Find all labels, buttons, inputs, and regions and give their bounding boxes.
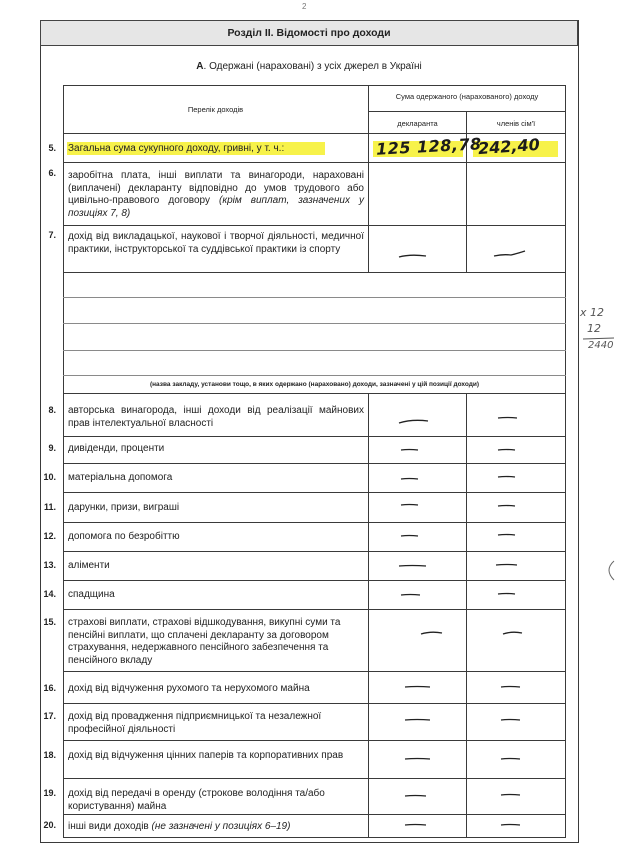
row-14-text: спадщина [68,589,115,600]
row-num-6: 6. [48,168,56,178]
row-line-8 [63,436,566,437]
row-line-17 [63,740,566,741]
row-num-11: 11. [43,502,56,512]
row-17-text: дохід від провадження підприємницької та незалежної професійної діяльності [68,711,322,735]
dash-r11-declarant [400,502,420,508]
dash-r18-family [500,756,522,762]
row-line-blank-1 [63,297,566,298]
row-19-text: дохід від передачі в оренду (строкове володіння та/або користування) майна [68,788,325,812]
row-20-note: (не зазначені у позиціях 6–19) [151,821,291,832]
row-line-header [63,133,566,134]
row-8-text: авторська винагорода, інші доходи від реалізації майнових прав інтелектуальної власності [68,405,364,429]
margin-note-b: 12 [587,322,601,335]
row-line-caption [63,393,566,394]
row-18-text: дохід від відчуження цінних паперів та корпоративних прав [68,750,344,761]
row-line-5 [63,162,566,163]
row-line-9 [63,463,566,464]
outer-frame-bottom [40,842,579,843]
row-6-note: (крім виплат, зазначених у позиціях 7, 8) [68,195,364,219]
row-line-6 [63,225,566,226]
dash-r13-declarant [398,563,428,569]
subsection-text: . Одержані (нараховані) з усіх джерел в Україні [203,61,422,72]
row-num-10: 10. [43,472,56,482]
row-6-main: заробітна плата, інші виплати та винагороди, нараховані (виплачені) декларанту відповідно до умов трудового або цивільно-правового договору [68,170,364,206]
subsection-title [40,61,578,72]
row-20-text [68,821,364,834]
dash-r10-family [497,474,517,480]
dash-r20-declarant [404,822,428,828]
header-col-family: членів сім'ї [496,119,536,128]
row-line-19 [63,814,566,815]
header-list-label: Перелік доходів [187,105,244,114]
row-line-16 [63,703,566,704]
subsection-letter: А [196,61,204,72]
institution-caption: (назва закладу, установи тощо, в яких одержано (нараховано) доходи, зазначені у цій позиції доходи) [149,381,480,388]
dash-r15-declarant [420,630,444,636]
row-num-18: 18. [43,750,56,760]
dash-r14-declarant [400,592,422,598]
section-title: Розділ II. Відомості про доходи [227,27,391,39]
row-5-text: Загальна сума сукупного доходу, гривні, у т. ч.: [68,143,285,154]
dash-r17-declarant [404,717,432,723]
dash-r13-family [495,562,519,568]
table-right-border [565,85,566,837]
family-total-amount: 242,40 [477,134,541,159]
header-amount-divider [368,111,566,112]
row-16-text: дохід від відчуження рухомого та нерухомого майна [68,683,310,694]
dash-r16-declarant [404,684,432,690]
dash-r17-family [500,717,522,723]
declarant-total-amount: 125 128,78 [375,134,483,159]
margin-note-a: х 12 [580,306,605,319]
outer-frame-right [578,20,579,842]
row-15-text: страхові виплати, страхові відшкодування, викупні суми та пенсійні виплати, що сплачені декларанту за договором страхування, недержавного пенсійного забезпечення та пенсійного вкладу [68,617,341,666]
table-bottom-border [63,837,566,838]
row-num-5: 5. [48,143,56,153]
row-line-13 [63,580,566,581]
row-num-14: 14. [43,589,56,599]
row-10-text: матеріальна допомога [68,472,173,483]
table-left-border [63,85,64,837]
margin-bracket-mark [602,560,616,582]
dash-r9-declarant [400,447,420,453]
dash-r9-family [497,447,517,453]
row-line-blank-4 [63,375,566,376]
dash-r8-declarant [398,418,430,426]
row-line-10 [63,492,566,493]
margin-note-c: 2440 [588,340,614,351]
row-13-text: аліменти [68,560,110,571]
row-line-blank-3 [63,350,566,351]
dash-r8-family [497,415,519,421]
row-num-20: 20. [43,820,56,830]
dash-r12-family [497,532,517,538]
row-line-15 [63,671,566,672]
row-line-7 [63,272,566,273]
row-20-main: інші види доходів [68,821,149,832]
row-12-text: допомога по безробіттю [68,531,180,542]
header-col-declarant: декларанта [397,119,438,128]
row-num-16: 16. [43,683,56,693]
dash-r16-family [500,684,522,690]
row-num-9: 9. [48,443,56,453]
row-num-19: 19. [43,788,56,798]
row-num-13: 13. [43,560,56,570]
dash-r18-declarant [404,756,432,762]
col-sep-amount-lower [466,393,467,837]
table-top-border [63,85,566,86]
row-num-17: 17. [43,711,56,721]
row-line-blank-2 [63,323,566,324]
row-num-8: 8. [48,405,56,415]
header-amount-label: Сума одержаного (нарахованого) доходу [395,92,539,101]
row-line-18 [63,778,566,779]
page-number: 2 [302,2,307,11]
row-7-text: дохід від викладацької, наукової і творчої діяльності, медичної практики, інструкторської та суддівської практики із спорту [68,231,364,255]
row-line-11 [63,522,566,523]
row-line-14 [63,609,566,610]
row-line-12 [63,551,566,552]
row-num-12: 12. [43,531,56,541]
col-sep-list-lower [368,393,369,837]
dash-r19-declarant [404,793,428,799]
dash-r15-family [502,630,524,636]
dash-r19-family [500,792,522,798]
row-6-text [68,170,364,220]
row-num-7: 7. [48,230,56,240]
row-11-text: дарунки, призи, виграші [68,502,180,513]
dash-r10-declarant [400,476,420,482]
dash-r14-family [497,591,517,597]
dash-r7-declarant [398,252,428,260]
row-9-text: дивіденди, проценти [68,443,165,454]
dash-r7-family [493,250,527,260]
dash-r20-family [500,822,522,828]
row-num-15: 15. [43,617,56,627]
dash-r11-family [497,503,517,509]
dash-r12-declarant [400,533,420,539]
col-sep-list [368,85,369,272]
